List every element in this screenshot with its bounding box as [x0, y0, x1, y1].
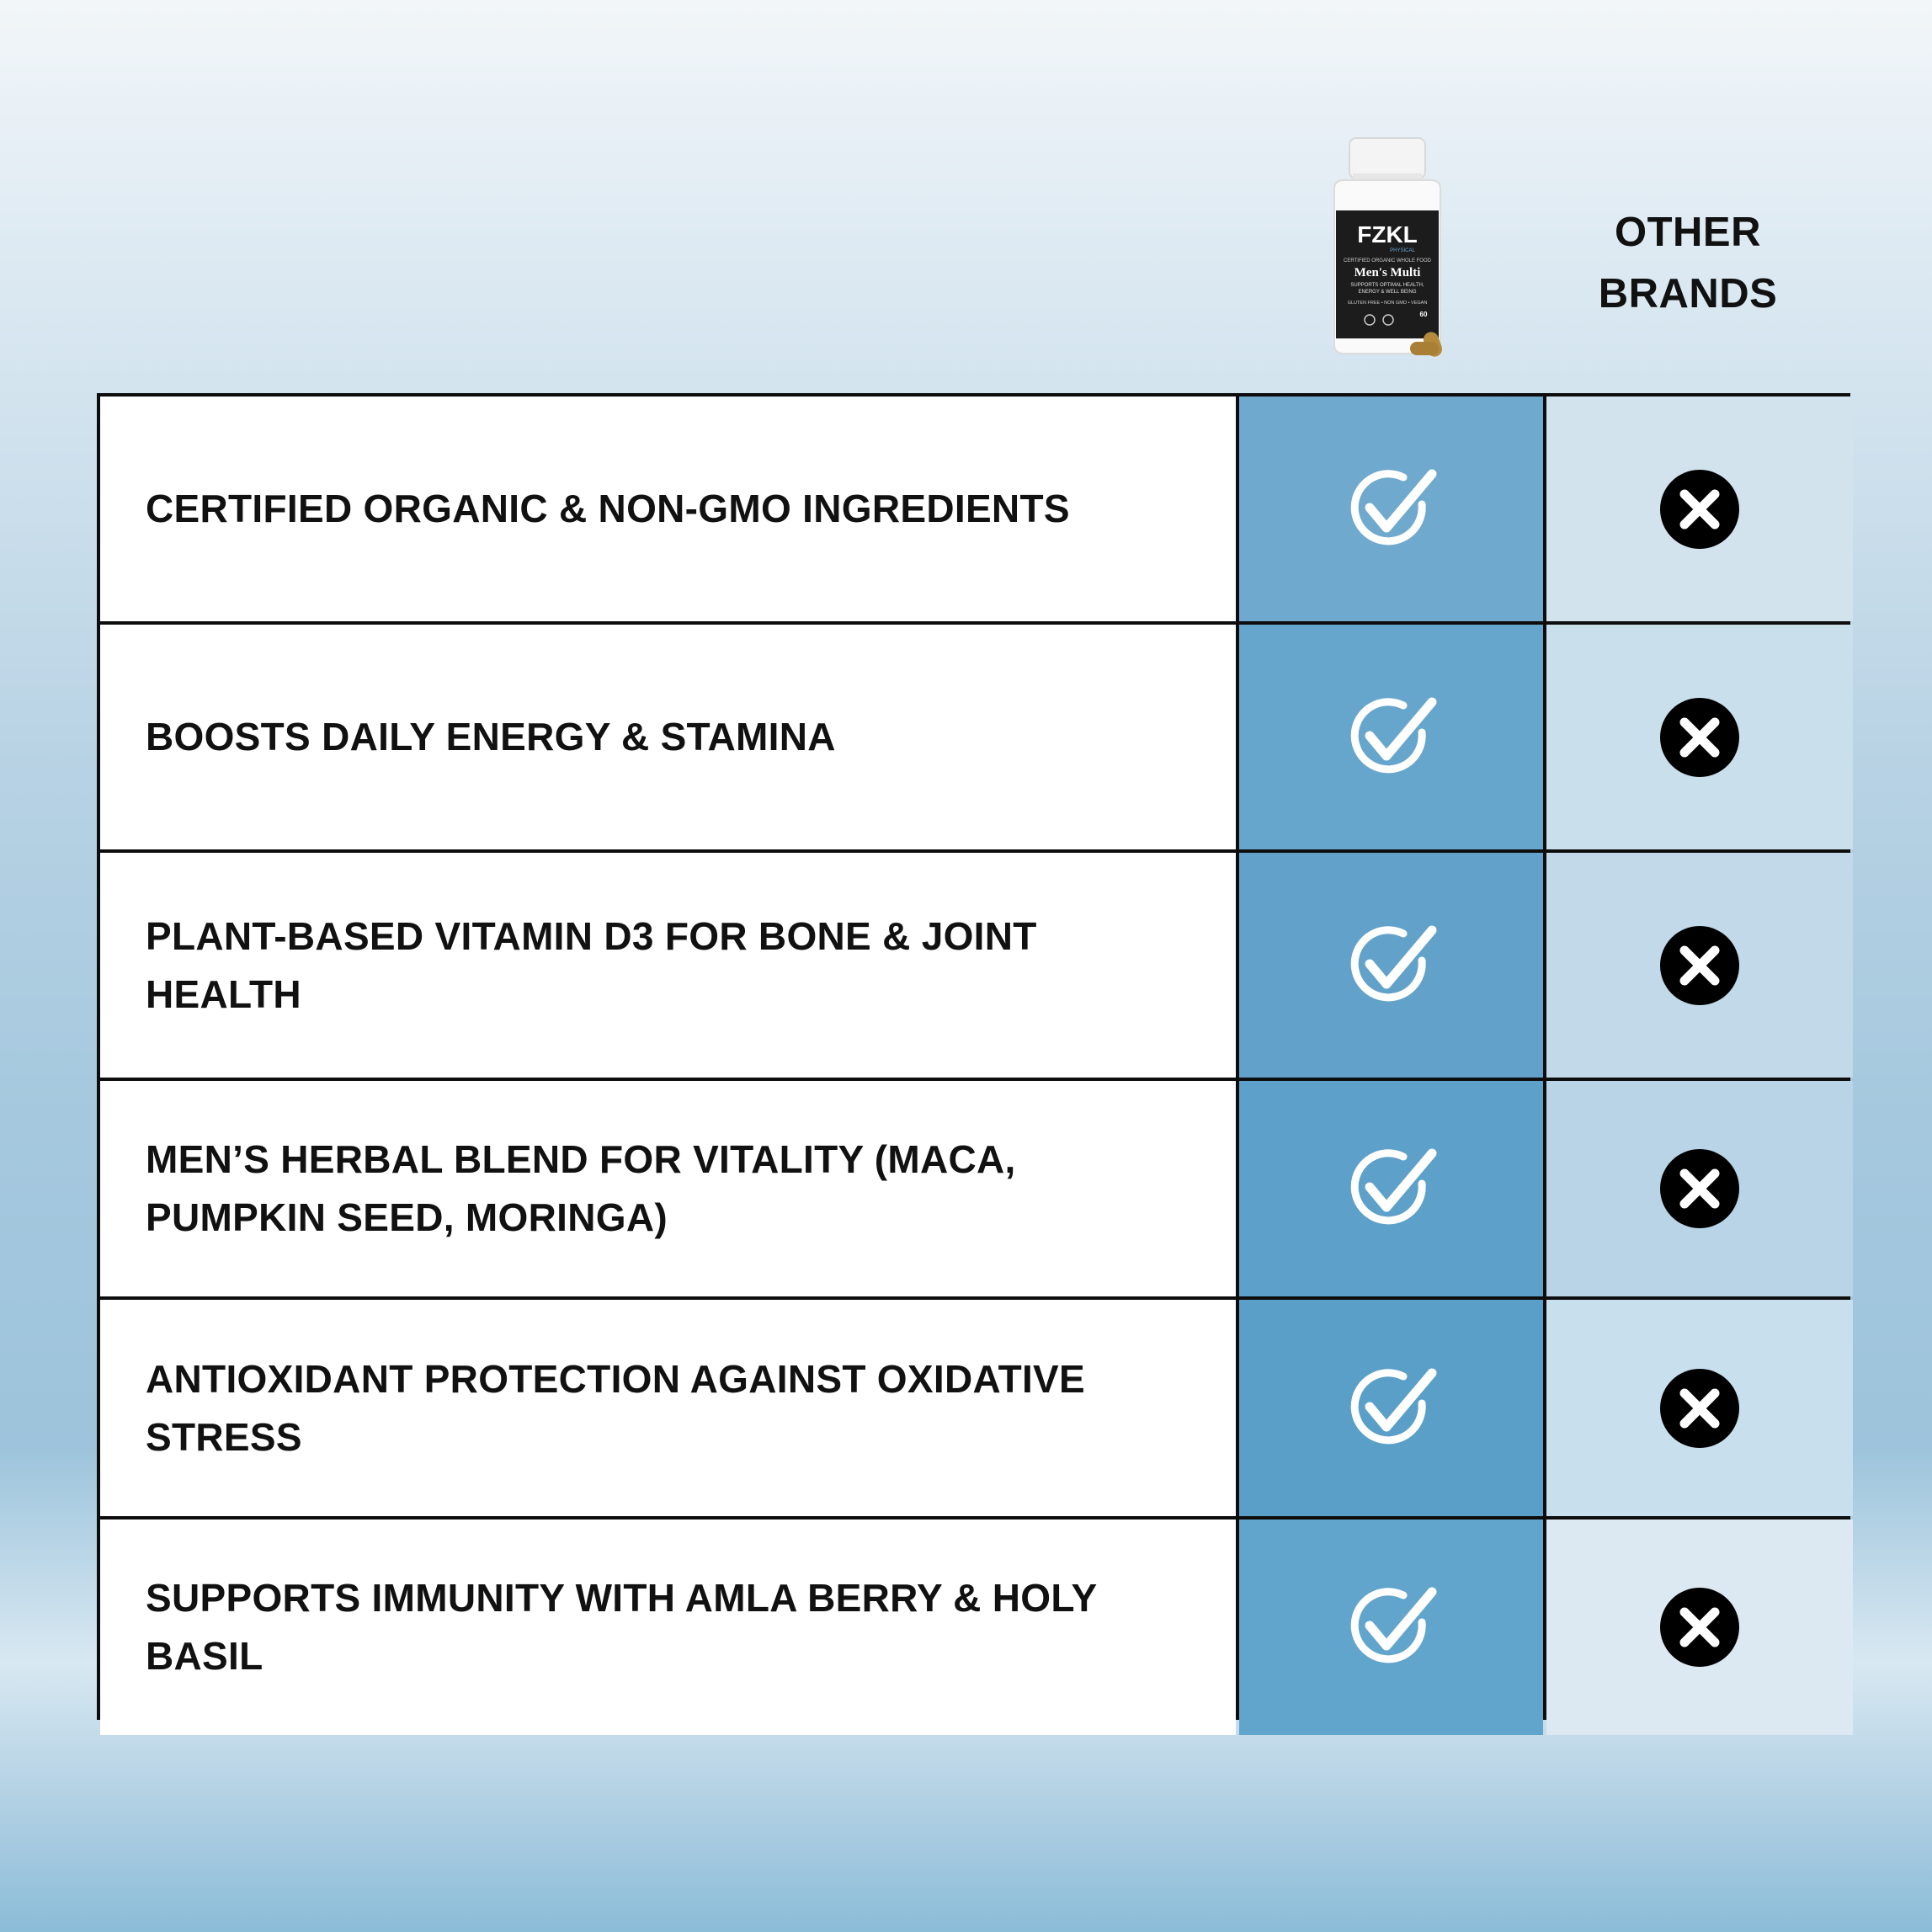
feature-cell — [100, 625, 1236, 849]
feature-cell — [100, 1300, 1236, 1516]
svg-text:Men's Multi: Men's Multi — [1354, 266, 1421, 279]
feature-label: MEN’S HERBAL BLEND FOR VITALITY (MACA, PUMPKIN SEED, MORINGA) — [146, 1137, 1016, 1239]
svg-text:60: 60 — [1419, 311, 1428, 318]
fzkl-cell — [1239, 1300, 1543, 1516]
svg-text:SUPPORTS OPTIMAL HEALTH,: SUPPORTS OPTIMAL HEALTH, — [1350, 283, 1424, 288]
x-circle-icon — [1659, 697, 1740, 778]
fzkl-cell — [1239, 625, 1543, 849]
other-brands-cell — [1546, 1520, 1853, 1735]
other-brands-cell — [1546, 1300, 1853, 1516]
feature-label: SUPPORTS IMMUNITY WITH AMLA BERRY & HOLY BASIL — [146, 1576, 1097, 1678]
svg-text:CERTIFIED ORGANIC WHOLE FOOD: CERTIFIED ORGANIC WHOLE FOOD — [1344, 258, 1431, 263]
check-circle-icon — [1344, 1580, 1439, 1674]
x-circle-icon — [1659, 1587, 1740, 1668]
other-brands-header: OTHER BRANDS — [1598, 210, 1778, 317]
x-circle-icon — [1659, 1368, 1740, 1449]
svg-text:PHYSICAL: PHYSICAL — [1390, 248, 1415, 253]
svg-text:GLUTEN FREE • NON GMO • VEGAN: GLUTEN FREE • NON GMO • VEGAN — [1347, 301, 1428, 306]
feature-label: PLANT-BASED VITAMIN D3 FOR BONE & JOINT HEALTH — [146, 913, 1037, 1016]
feature-cell — [100, 397, 1236, 621]
check-circle-icon — [1344, 1142, 1439, 1236]
check-circle-icon — [1344, 918, 1439, 1013]
fzkl-cell — [1239, 1081, 1543, 1296]
fzkl-cell — [1239, 1520, 1543, 1735]
other-brands-cell — [1546, 625, 1853, 849]
check-circle-icon — [1344, 1361, 1439, 1456]
feature-label: BOOSTS DAILY ENERGY & STAMINA — [146, 715, 836, 758]
feature-label: CERTIFIED ORGANIC & NON-GMO INGREDIENTS — [146, 487, 1070, 530]
feature-cell — [100, 1081, 1236, 1296]
check-circle-icon — [1344, 690, 1439, 785]
x-circle-icon — [1659, 925, 1740, 1006]
svg-text:ENERGY & WELL BEING: ENERGY & WELL BEING — [1358, 290, 1417, 295]
product-bottle-image — [1317, 133, 1473, 360]
x-circle-icon — [1659, 1148, 1740, 1229]
other-brands-cell — [1546, 1081, 1853, 1296]
feature-cell — [100, 1520, 1236, 1735]
check-circle-icon — [1344, 462, 1439, 556]
other-brands-cell — [1546, 397, 1853, 621]
comparison-table — [97, 393, 1850, 1720]
feature-label: ANTIOXIDANT PROTECTION AGAINST OXIDATIVE STRESS — [146, 1356, 1086, 1459]
x-circle-icon — [1659, 469, 1740, 550]
fzkl-cell — [1239, 853, 1543, 1078]
fzkl-cell — [1239, 397, 1543, 621]
feature-cell — [100, 853, 1236, 1078]
bottle-brand-text: FZKL — [1357, 221, 1418, 247]
other-brands-cell — [1546, 853, 1853, 1078]
